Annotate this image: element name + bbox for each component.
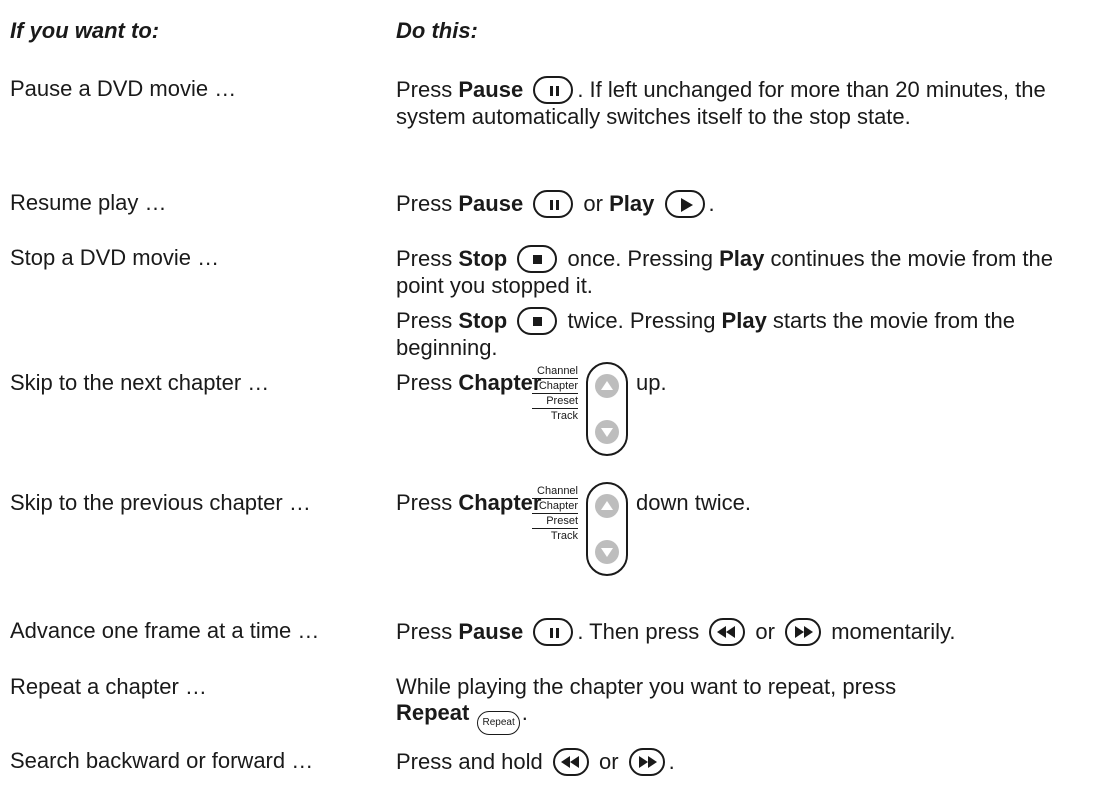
rocker-labels: Channel Chapter Preset Track: [528, 364, 578, 423]
pause-label: Pause: [458, 77, 524, 102]
task-resume: Resume play …: [10, 190, 167, 215]
rewind-icon: [555, 750, 587, 774]
pause-button-icon: [533, 76, 573, 104]
pause-icon: [535, 620, 571, 644]
instruction-search: Press and hold or .: [396, 749, 675, 774]
task-previous-chapter: Skip to the previous chapter …: [10, 490, 311, 515]
pause-button-icon: [533, 190, 573, 218]
instruction-pause: Press Pause . If left unchanged for more than 20 minutes, the system automatically switches itself to the stop state.: [396, 77, 1046, 129]
pause-button-icon: [533, 618, 573, 646]
play-icon: [667, 192, 703, 216]
rocker-down-icon: [595, 540, 619, 564]
instruction-repeat: While playing the chapter you want to repeat, press Repeat Repeat .: [396, 674, 1086, 735]
pause-icon: [535, 192, 571, 216]
rocker-body: [586, 362, 628, 456]
rocker-labels: Channel Chapter Preset Track: [528, 484, 578, 543]
play-button-icon: [665, 190, 705, 218]
repeat-button-icon: Repeat: [477, 711, 519, 735]
fast-forward-icon: [787, 620, 819, 644]
instruction-stop-once: Press Stop once. Pressing Play continues the movie from the point you stopped it.: [396, 246, 1053, 298]
task-stop: Stop a DVD movie …: [10, 245, 220, 270]
rocker-up-icon: [595, 374, 619, 398]
rocker-down-icon: [595, 420, 619, 444]
task-search: Search backward or forward …: [10, 748, 314, 773]
instruction-resume: Press Pause or Play .: [396, 191, 715, 216]
instruction-next-chapter: Press Chapter Channel Chapter Preset Track up.: [396, 370, 1086, 470]
task-pause: Pause a DVD movie …: [10, 76, 237, 101]
rocker-body: [586, 482, 628, 576]
stop-icon: [519, 247, 555, 271]
instruction-previous-chapter: Press Chapter Channel Chapter Preset Track down twice.: [396, 490, 1086, 590]
rewind-button-icon: [553, 748, 589, 776]
instruction-advance-frame: Press Pause . Then press or momentarily.: [396, 619, 956, 644]
rewind-icon: [711, 620, 743, 644]
header-do-this: Do this:: [396, 18, 478, 43]
header-if-you-want-to: If you want to:: [10, 18, 160, 43]
rewind-button-icon: [709, 618, 745, 646]
task-next-chapter: Skip to the next chapter …: [10, 370, 270, 395]
stop-icon: [519, 309, 555, 333]
task-repeat: Repeat a chapter …: [10, 674, 207, 699]
stop-button-icon: [517, 307, 557, 335]
fast-forward-icon: [631, 750, 663, 774]
stop-button-icon: [517, 245, 557, 273]
instruction-stop-twice: Press Stop twice. Pressing Play starts the movie from the beginning.: [396, 308, 1016, 360]
fast-forward-button-icon: [785, 618, 821, 646]
rocker-up-icon: [595, 494, 619, 518]
fast-forward-button-icon: [629, 748, 665, 776]
pause-icon: [535, 78, 571, 102]
task-advance-frame: Advance one frame at a time …: [10, 618, 320, 643]
